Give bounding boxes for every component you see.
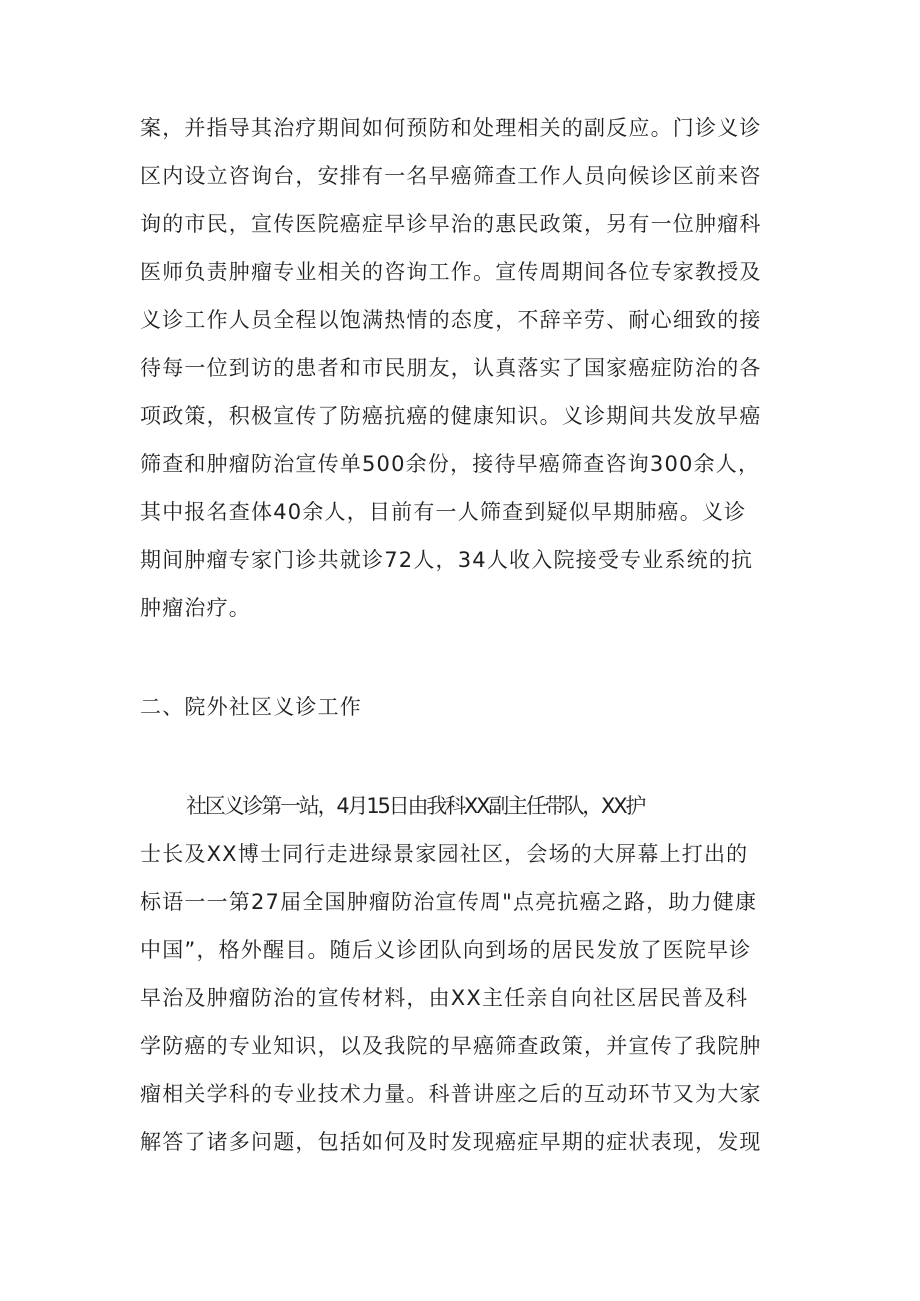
body-text-line: 待每一位到访的患者和市民朋友，认真落实了国家癌症防治的各 bbox=[140, 356, 762, 380]
body-text-line: 肿瘤治疗。 bbox=[140, 596, 251, 620]
body-text-line: 瘤相关学科的专业技术力量。科普讲座之后的互动环节又为大家 bbox=[140, 1082, 762, 1106]
body-text-line: 询的市民，宣传医院癌症早诊早治的惠民政策，另有一位肿瘤科 bbox=[140, 212, 762, 236]
body-text-line: 士长及XX博士同行走进绿景家园社区，会场的大屏幕上打出的 bbox=[140, 842, 749, 866]
body-text-line: 解答了诸多问题，包括如何及时发现癌症早期的症状表现，发现 bbox=[140, 1130, 762, 1154]
body-text-line: 社区义诊第一站，4月15日由我科XX副主任带队，XX护 bbox=[186, 794, 645, 818]
body-text-line: 早治及肿瘤防治的宣传材料，由XX主任亲自向社区居民普及科 bbox=[140, 986, 749, 1010]
body-text-line: 区内设立咨询台，安排有一名早癌筛查工作人员向候诊区前来咨 bbox=[140, 164, 762, 188]
body-text-line: 期间肿瘤专家门诊共就诊72人，34人收入院接受专业系统的抗 bbox=[140, 548, 754, 572]
section-heading: 二、院外社区义诊工作 bbox=[140, 695, 362, 719]
body-text-line: 筛查和肿瘤防治宣传单500余份，接待早癌筛查咨询300余人， bbox=[140, 452, 761, 476]
body-text-line: 义诊工作人员全程以饱满热情的态度，不辞辛劳、耐心细致的接 bbox=[140, 308, 762, 332]
body-text-line: 其中报名查体40余人，目前有一人筛查到疑似早期肺癌。义诊 bbox=[140, 500, 747, 524]
body-text-line: 标语一一第27届全国肿瘤防治宣传周"点亮抗癌之路，助力健康 bbox=[140, 890, 758, 914]
body-text-line: 案，并指导其治疗期间如何预防和处理相关的副反应。门诊义诊 bbox=[140, 116, 762, 140]
body-text-line: 项政策，积极宣传了防癌抗癌的健康知识。义诊期间共发放早癌 bbox=[140, 404, 762, 428]
body-text-line: 学防癌的专业知识，以及我院的早癌筛查政策，并宣传了我院肿 bbox=[140, 1034, 762, 1058]
body-text-line: 中国”，格外醒目。随后义诊团队向到场的居民发放了医院早诊 bbox=[140, 938, 752, 962]
body-text-line: 医师负责肿瘤专业相关的咨询工作。宣传周期间各位专家教授及 bbox=[140, 260, 762, 284]
